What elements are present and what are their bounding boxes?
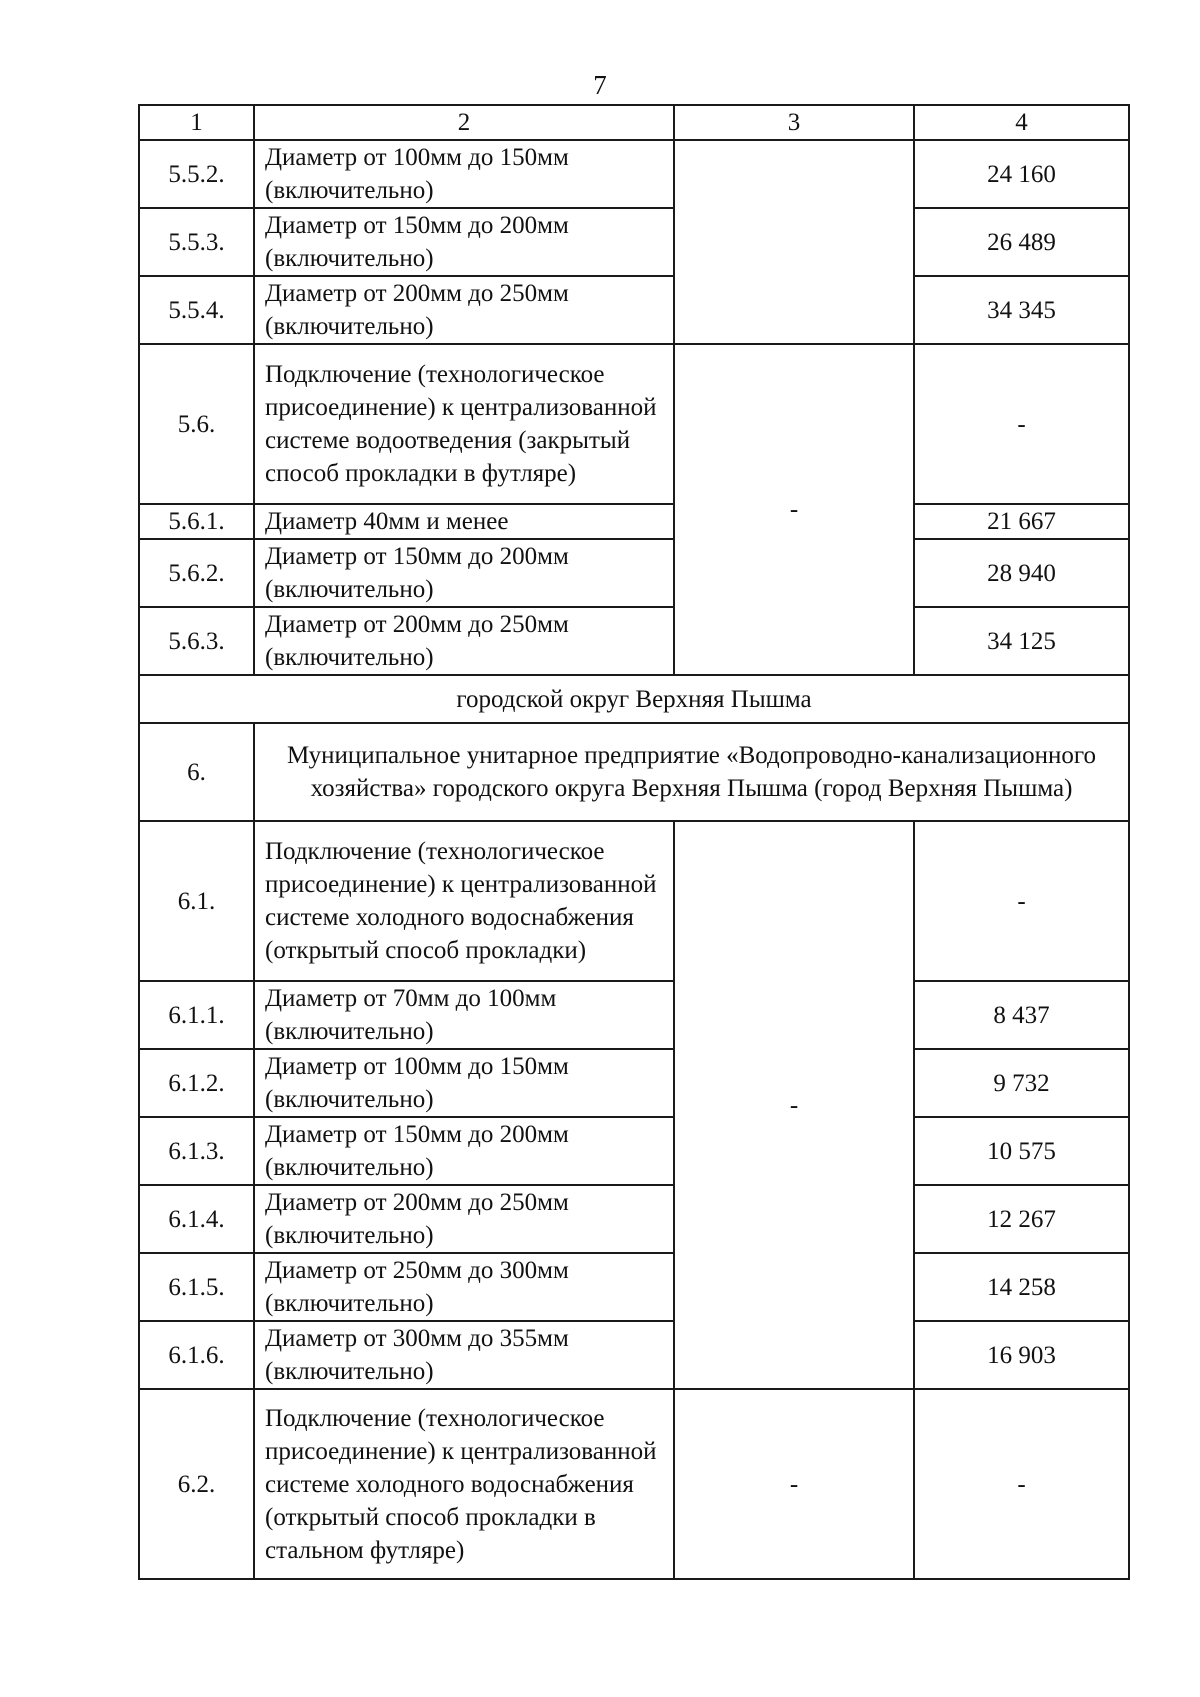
row-description: Диаметр от 70мм до 100мм (включительно) [254,981,674,1049]
row-number: 6. [139,723,254,821]
row-number: 6.1.3. [139,1117,254,1185]
table-row [139,1117,1129,1185]
table-header-row [139,105,1129,140]
row-value: 28 940 [914,539,1129,607]
table-row [139,1049,1129,1117]
row-value: 21 667 [914,504,1129,539]
row-number: 5.6.1. [139,504,254,539]
table-row [139,1253,1129,1321]
section-title: городской округ Верхняя Пышма [139,675,1129,723]
row-number: 5.6.3. [139,607,254,675]
table-row [139,981,1129,1049]
row-number: 6.1.1. [139,981,254,1049]
row-value: 8 437 [914,981,1129,1049]
organization-name: Муниципальное унитарное предприятие «Водопроводно-канализационного хозяйства» городского округа Верхняя Пышма (город Верхняя Пышма) [254,723,1129,821]
row-number: 5.6. [139,344,254,504]
row-value: 12 267 [914,1185,1129,1253]
row-number: 6.1.2. [139,1049,254,1117]
row-value: 14 258 [914,1253,1129,1321]
row-number: 6.1.5. [139,1253,254,1321]
table-row [139,140,1129,208]
header-cell: 1 [139,105,254,140]
row-number: 6.1.6. [139,1321,254,1389]
row-description: Диаметр от 150мм до 200мм (включительно) [254,208,674,276]
row-value: - [914,344,1129,504]
table-row [139,208,1129,276]
row-number: 5.5.2. [139,140,254,208]
header-cell: 2 [254,105,674,140]
row-value: 34 345 [914,276,1129,344]
row-value: - [914,821,1129,981]
section-row [139,675,1129,723]
merged-dash-cell: - [674,344,914,675]
row-description: Диаметр 40мм и менее [254,504,674,539]
row-description: Диаметр от 200мм до 250мм (включительно) [254,607,674,675]
row-value: 16 903 [914,1321,1129,1389]
table-row [139,539,1129,607]
table-row [139,1389,1129,1579]
organization-row [139,723,1129,821]
table-row [139,504,1129,539]
merged-dash-cell: - [674,821,914,1389]
table-row [139,607,1129,675]
row-col3: - [674,1389,914,1579]
row-value: 26 489 [914,208,1129,276]
table-row [139,344,1129,504]
page-number: 7 [593,70,607,100]
row-description: Диаметр от 100мм до 150мм (включительно) [254,1049,674,1117]
row-description: Диаметр от 200мм до 250мм (включительно) [254,276,674,344]
row-description: Диаметр от 200мм до 250мм (включительно) [254,1185,674,1253]
merged-empty-cell [674,140,914,344]
row-description: Диаметр от 100мм до 150мм (включительно) [254,140,674,208]
tariff-table [138,104,1130,1580]
row-number: 5.6.2. [139,539,254,607]
row-number: 5.5.3. [139,208,254,276]
table-row [139,821,1129,981]
row-value: 24 160 [914,140,1129,208]
header-cell: 3 [674,105,914,140]
table-row [139,276,1129,344]
row-value: 9 732 [914,1049,1129,1117]
row-value: 34 125 [914,607,1129,675]
row-description: Подключение (технологическое присоединение) к централизованной системе водоотведения (закрытый способ прокладки в футляре) [254,344,674,504]
row-number: 6.1. [139,821,254,981]
row-description: Подключение (технологическое присоединение) к централизованной системе холодного водоснабжения (открытый способ прокладки) [254,821,674,981]
row-value: - [914,1389,1129,1579]
row-description: Диаметр от 300мм до 355мм (включительно) [254,1321,674,1389]
row-number: 6.1.4. [139,1185,254,1253]
row-number: 5.5.4. [139,276,254,344]
row-description: Диаметр от 150мм до 200мм (включительно) [254,539,674,607]
header-cell: 4 [914,105,1129,140]
row-description: Подключение (технологическое присоединение) к централизованной системе холодного водоснабжения (открытый способ прокладки в стальном футляре) [254,1389,674,1579]
table-row [139,1321,1129,1389]
row-number: 6.2. [139,1389,254,1579]
table-row [139,1185,1129,1253]
row-description: Диаметр от 250мм до 300мм (включительно) [254,1253,674,1321]
row-value: 10 575 [914,1117,1129,1185]
row-description: Диаметр от 150мм до 200мм (включительно) [254,1117,674,1185]
